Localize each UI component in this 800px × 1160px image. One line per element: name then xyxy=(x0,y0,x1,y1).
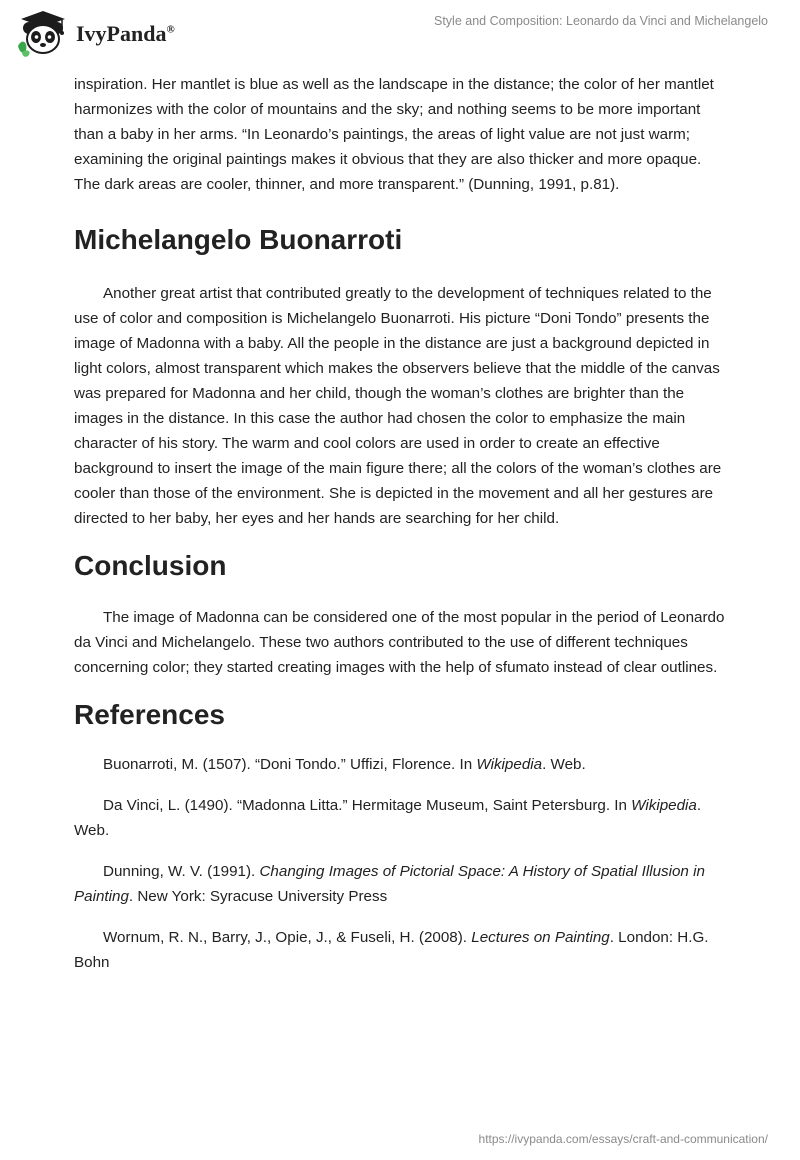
heading-references: References xyxy=(74,699,225,730)
ivypanda-logo[interactable] xyxy=(14,8,175,58)
michelangelo-paragraph: Another great artist that contributed greatly to the development of techniques related to the use of color and composition is Michelangelo Buonarroti. His picture “Doni Tondo” presents the image of Madonna with a baby. All the people in the distance are just a background depicted in light colors, almost transparent which makes the observers believe that the middle of the canvas was prepared for Madonna and her child, though the woman’s clothes are brighter than the images in the distance. In this case the author had chosen the color to emphasize the main character of his story. The warm and cool colors are used in order to create an effective background to insert the image of the main figure there; all the colors of the woman’s clothes are cooler than those of the environment. She is depicted in the movement and all her gestures are directed to her baby, her eyes and her hands are searching for her child. xyxy=(74,285,722,527)
source-url[interactable]: https://ivypanda.com/essays/craft-and-communication/ xyxy=(478,1132,768,1146)
reference-item: Buonarroti, M. (1507). “Doni Tondo.” Uffizi, Florence. In Wikipedia. Web. xyxy=(103,756,586,773)
conclusion-paragraph: The image of Madonna can be considered one of the most popular in the period of Leonardo da Vinci and Michelangelo. These two authors contributed to the use of different techniques concerning color; they started creating images with the help of sfumato instead of clear outlines. xyxy=(74,609,725,676)
essay-body xyxy=(74,70,726,975)
document-title: Style and Composition: Leonardo da Vinci and Michelangelo xyxy=(433,14,768,28)
page-header xyxy=(0,0,800,70)
brand-name: IvyPanda® xyxy=(76,21,175,46)
intro-paragraph: inspiration. Her mantlet is blue as well as the landscape in the distance; the color of her mantlet harmonizes with the color of mountains and the sky; and nothing seems to be more important than a baby in her arms. “In Leonardo’s paintings, the areas of light value are not just warm; examining the original paintings makes it obvious that they are also thicker and more opaque. The dark areas are cooler, thinner, and more transparent.” (Dunning, 1991, p.81). xyxy=(74,76,714,193)
reference-item: Wornum, R. N., Barry, J., Opie, J., & Fuseli, H. (2008). Lectures on Painting. London: H.G. Bohn xyxy=(74,929,709,971)
heading-conclusion: Conclusion xyxy=(74,550,227,581)
reference-item: Dunning, W. V. (1991). Changing Images of Pictorial Space: A History of Spatial Illusion in Painting. New York: Syracuse University Press xyxy=(74,863,705,905)
heading-michelangelo: Michelangelo Buonarroti xyxy=(74,224,403,255)
reference-item: Da Vinci, L. (1490). “Madonna Litta.” Hermitage Museum, Saint Petersburg. In Wikipedia. Web. xyxy=(74,797,702,839)
panda-graduate-icon xyxy=(14,8,72,58)
